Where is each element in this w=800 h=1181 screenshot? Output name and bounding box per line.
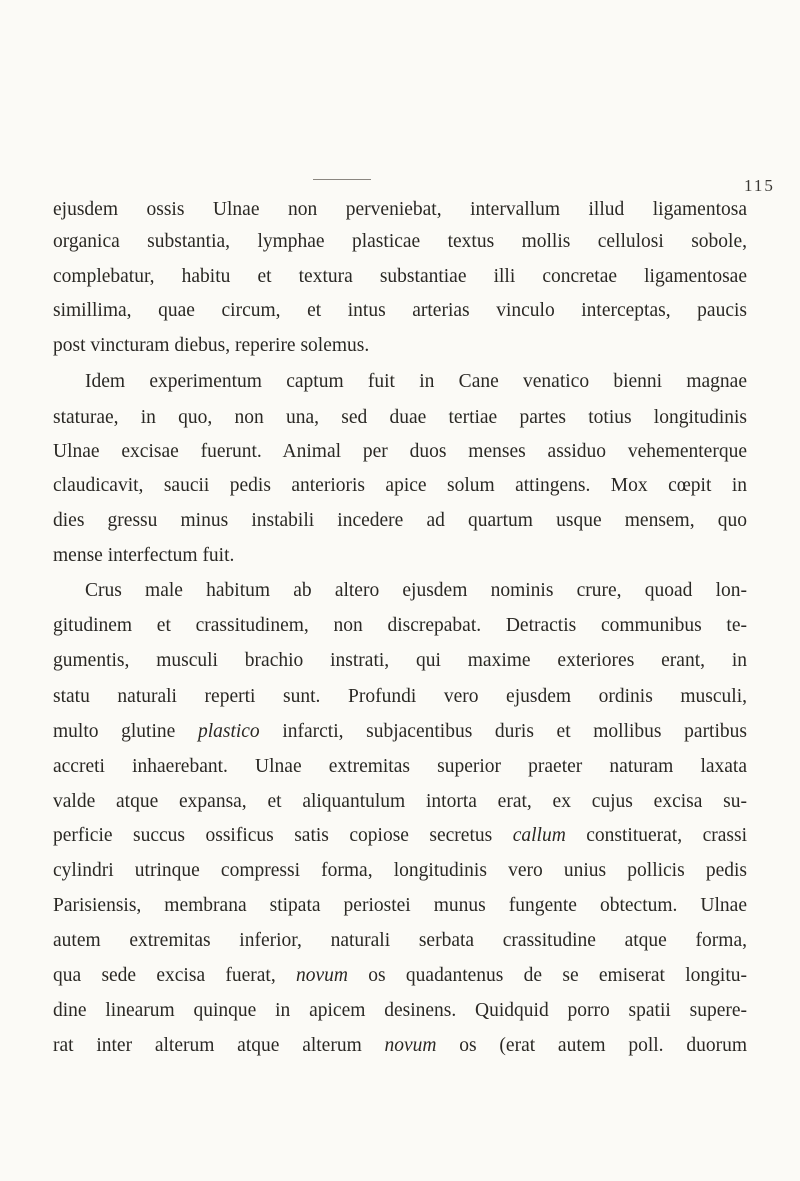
- text-run: staturae, in quo, non una, sed duae tertiae partes totius longitudinis: [53, 407, 747, 428]
- text-run: simillima, quae circum, et intus arterias vinculo interceptas, paucis: [53, 300, 747, 321]
- text-run: organica substantia, lymphae plasticae textus mollis cellulosi sobole,: [53, 231, 747, 252]
- text-run: ejusdem ossis Ulnae non perveniebat, intervallum illud ligamentosa: [53, 199, 747, 220]
- text-line: [53, 333, 747, 359]
- text-run: multo glutine: [53, 721, 198, 742]
- text-run: complebatur, habitu et textura substantiae illi concretae ligamentosae: [53, 266, 747, 287]
- header-rule: [313, 179, 371, 180]
- text-run: statu naturali reperti sunt. Profundi vero ejusdem ordinis musculi,: [53, 686, 747, 707]
- text-line: [53, 473, 747, 499]
- italic-word: novum: [384, 1035, 437, 1056]
- text-line: [53, 405, 747, 431]
- italic-word: plastico: [197, 721, 260, 742]
- text-line: [53, 963, 747, 989]
- text-run: Crus male habitum ab altero ejusdem nominis crure, quoad lon-: [85, 580, 747, 601]
- text-line: [53, 1033, 747, 1059]
- text-line: [53, 648, 747, 674]
- text-run: os quadantenus de se emiserat longitu-: [348, 965, 747, 986]
- text-run: gumentis, musculi brachio instrati, qui maxime exteriores erant, in: [53, 650, 747, 671]
- text-run: claudicavit, saucii pedis anterioris apice solum attingens. Mox cœpit in: [53, 475, 747, 496]
- text-line: [53, 229, 747, 255]
- page-number: 115: [744, 176, 775, 195]
- text-line: [53, 298, 747, 324]
- text-run: infarcti, subjacentibus duris et mollibus partibus: [259, 721, 747, 742]
- text-line: [53, 719, 747, 745]
- text-run: qua sede excisa fuerat,: [53, 965, 297, 986]
- text-line: [85, 369, 747, 395]
- text-line: [53, 893, 747, 919]
- text-line: [53, 613, 747, 639]
- text-run: constituerat, crassi: [565, 825, 747, 846]
- text-run: Parisiensis, membrana stipata periostei munus fungente obtectum. Ulnae: [53, 895, 747, 916]
- text-run: mense interfectum fuit.: [53, 545, 235, 566]
- text-line: [53, 439, 747, 465]
- text-run: autem extremitas inferior, naturali serbata crassitudine atque forma,: [53, 930, 747, 951]
- text-line: [53, 858, 747, 884]
- text-line: [53, 754, 747, 780]
- text-run: gitudinem et crassitudinem, non discrepabat. Detractis communibus te-: [53, 615, 747, 636]
- text-run: perficie succus ossificus satis copiose secretus: [53, 825, 513, 846]
- text-run: dies gressu minus instabili incedere ad quartum usque mensem, quo: [53, 510, 747, 531]
- text-run: dine linearum quinque in apicem desinens. Quidquid porro spatii supere-: [53, 1000, 747, 1021]
- text-run: accreti inhaerebant. Ulnae extremitas superior praeter naturam laxata: [53, 756, 747, 777]
- text-line: [53, 543, 747, 569]
- text-run: cylindri utrinque compressi forma, longitudinis vero unius pollicis pedis: [53, 860, 747, 881]
- text-run: post vincturam diebus, reperire solemus.: [53, 335, 370, 356]
- text-line: [53, 508, 747, 534]
- text-line: [53, 998, 747, 1024]
- text-line: [53, 823, 747, 849]
- text-line: [53, 197, 747, 223]
- text-line: [53, 684, 747, 710]
- text-run: valde atque expansa, et aliquantulum intorta erat, ex cujus excisa su-: [53, 791, 747, 812]
- text-line: [53, 928, 747, 954]
- text-line: [85, 578, 747, 604]
- italic-word: novum: [296, 965, 349, 986]
- text-run: rat inter alterum atque alterum: [53, 1035, 385, 1056]
- italic-word: callum: [512, 825, 566, 846]
- text-run: Idem experimentum captum fuit in Cane venatico bienni magnae: [85, 371, 747, 392]
- text-line: [53, 789, 747, 815]
- text-run: Ulnae excisae fuerunt. Animal per duos menses assiduo vehementerque: [53, 441, 747, 462]
- text-run: os (erat autem poll. duorum: [436, 1035, 747, 1056]
- text-line: [53, 264, 747, 290]
